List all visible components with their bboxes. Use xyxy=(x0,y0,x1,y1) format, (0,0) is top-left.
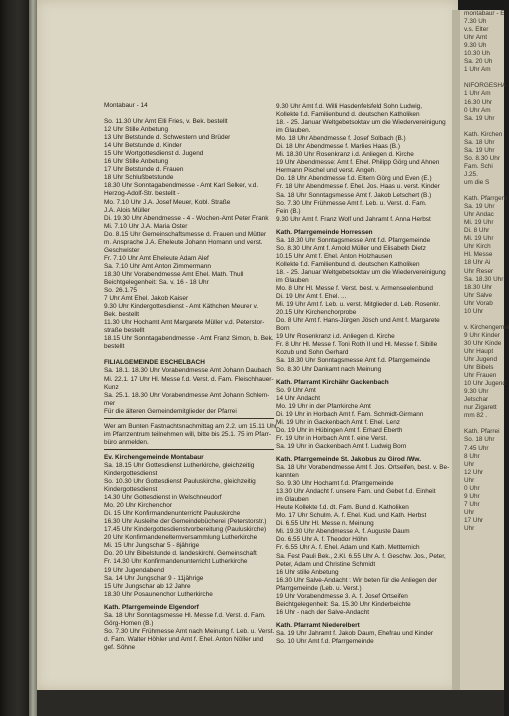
schedule-line: Kozub und Sohn Gerhard xyxy=(276,349,349,357)
schedule-line: Mo. 8 Uhr Hl. Messe f. Verst. best. v. Armenseelenbund xyxy=(276,285,433,293)
adjacent-page-line: 16.30 Uhr xyxy=(464,98,493,106)
adjacent-page-line xyxy=(460,123,504,131)
adjacent-page-line: Uhr Haupt xyxy=(464,347,494,355)
schedule-line: Sa. 19 Uhr in Gackenbach Amt f. Ludwig Born xyxy=(276,442,407,450)
adjacent-page-line: Kath. Pfarrgem xyxy=(464,195,507,203)
notice-line: Wer am Bunten Fastnachtsnachmittag am 2.2. um 15.11 Uhr xyxy=(104,422,277,430)
schedule-line: So. 8.30 Uhr Amt f. Arnold Müller und Elisabeth Dietz xyxy=(276,244,426,252)
schedule-line: Kollekte f.d. Familienbund d. deutschen Katholiken xyxy=(276,260,420,268)
schedule-line: Sa. 18 Uhr Sonntagsmesse Hl. Messe f.d. Verst. d. Fam. xyxy=(104,611,266,619)
schedule-line: Sa. 18.1. 18.30 Uhr Vorabendmesse Amt Johann Daubach xyxy=(104,367,272,375)
schedule-line: Beichtgelegenheit: Sa. v. 16 - 18 Uhr xyxy=(104,278,209,286)
schedule-line: 18.30 Uhr Posaunenchor Lutherkirche xyxy=(104,590,213,598)
schedule-line: 18.30 Uhr Vorabendmesse Amt Ehel. Math. Thull xyxy=(104,270,244,278)
schedule-line: Di. 18 Uhr Abendmesse f. Marlies Haas (B.) xyxy=(276,143,400,151)
ev-heading: Ev. Kirchengemeinde Montabaur xyxy=(104,453,204,461)
schedule-line: Do. 6.55 Uhr A. f. Theodor Höhn xyxy=(276,536,368,544)
schedule-line: Mo. 19 Uhr in der Pfarrkirche Amt xyxy=(276,402,371,410)
schedule-line: Bek. bestellt xyxy=(104,311,140,319)
adjacent-page-line: nur Zigarett xyxy=(464,404,497,412)
adjacent-page-line: um die S xyxy=(464,178,490,186)
schedule-line: 13.30 Uhr Andacht f. unsere Fam. und Gebet f.d. Einheit xyxy=(276,488,436,496)
schedule-line: 19 Uhr Jugendabend xyxy=(104,566,165,574)
schedule-line: Kollekte f.d. Familienbund d. deutschen Katholiken xyxy=(276,111,420,119)
schedule-line: Fr. 7.10 Uhr Amt Eheleute Adam Alef xyxy=(104,254,209,262)
adjacent-page-line: 7.30 Uh xyxy=(464,18,487,26)
schedule-line: Sa. 19 Uhr Jahramt f. Jakob Daum, Ehefrau und Kinder xyxy=(276,629,434,637)
adjacent-page-line xyxy=(460,74,504,82)
elgendorf-heading: Kath. Pfarrgemeinde Elgendorf xyxy=(104,603,199,611)
schedule-line: bestellt xyxy=(104,343,125,351)
schedule-line: Fein (B.) xyxy=(276,207,301,215)
adjacent-page-line: 18.30 Uhr xyxy=(464,283,493,291)
adjacent-page-line: 9.30 Uh xyxy=(464,42,487,50)
schedule-line: Mi. 15 Uhr Jungschar 5 - 8jährige xyxy=(104,542,200,550)
adjacent-page-line: Sa. 18 Uhr xyxy=(464,138,495,146)
schedule-line: So. 8.30 Uhr Dankamt nach Meinung xyxy=(276,365,382,373)
adjacent-page-line: Uhr Salve xyxy=(464,291,493,299)
adjacent-page-line: Fam. Schi xyxy=(464,162,493,170)
adjacent-page-line: Uhr xyxy=(464,508,475,516)
schedule-line: Kindergottesdienst xyxy=(104,469,158,477)
schedule-line: Do. 20 Uhr Bibelstunde d. landeskirchl. Gemeinschaft xyxy=(104,550,257,558)
schedule-line: m. Ansprache J.A. Eheleute Johann Homann und verst. xyxy=(104,238,263,246)
schedule-line: Sa. 18 Uhr Vorabendmesse Amt f. Jos. Ortseifen, best. v. Be- xyxy=(276,464,450,472)
adjacent-page-line: 18 Uhr Ai xyxy=(464,259,491,267)
adjacent-page-line: 1 Uhr Am xyxy=(464,90,491,98)
divider xyxy=(104,449,274,451)
horressen-heading: Kath. Pfarrgemeinde Horressen xyxy=(276,228,373,236)
adjacent-page-line: Di. 8 Uhr xyxy=(464,227,490,235)
schedule-line: So. 26.1.75 xyxy=(104,287,137,295)
adjacent-page-line: Hl. Messe xyxy=(464,251,493,259)
adjacent-page-line: 17 Uhr xyxy=(464,516,484,524)
schedule-line: Di. 15 Uhr Konfirmandenunterricht Pauluskirche xyxy=(104,510,241,518)
adjacent-page-line: Uhr Kirch xyxy=(464,243,491,251)
schedule-line: Fr. 6.55 Uhr A. f. Ehel. Adam und Kath. Mettternich xyxy=(276,544,420,552)
adjacent-page-line: NIFORGESHA xyxy=(464,82,507,90)
adjacent-page-line: So. 8.30 Uhr xyxy=(464,154,500,162)
schedule-line: Sa. 7.10 Uhr Amt Anton Zimmermann xyxy=(104,262,211,270)
schedule-line: Mi. 19 Uhr Amt f. Leb. u. verst. Mitglieder d. Leb. Rosenkr. xyxy=(276,301,441,309)
adjacent-page-line: Uhr xyxy=(464,476,475,484)
adjacent-page-line: v.s. Elter xyxy=(464,26,489,34)
adjacent-page-line: Mi. 19 Uhr xyxy=(464,235,494,243)
schedule-line: im Glauben xyxy=(276,276,309,284)
adjacent-page-line: Mi. 19 Uhr xyxy=(464,219,494,227)
adjacent-page-line: Uhr xyxy=(464,525,475,532)
schedule-line: Sa. 18.30 Uhr Sonntagsmesse Amt f.d. Pfarrgemeinde xyxy=(276,357,431,365)
schedule-line: 19 Uhr Abendmesse: Amt f. Ehel. Philipp Görg und Ahnen xyxy=(276,159,440,167)
scan-bottom-border xyxy=(37,690,504,716)
schedule-line: Geschwister xyxy=(104,246,140,254)
schedule-line: Di. 19 Uhr in Horbach Amt f. Fam. Schmidt-Girmann xyxy=(276,410,424,418)
adjacent-page-line xyxy=(460,420,504,428)
schedule-line: 16.30 Uhr Salve-Andacht : Wir beten für die Anliegen der xyxy=(276,576,437,584)
schedule-line: Hermann Pischel und verst. Angeh. xyxy=(276,167,377,175)
schedule-line: Peter, Adam und Christine Schmidt xyxy=(276,560,376,568)
divider xyxy=(104,418,274,420)
notice-line: im Pfarrzentrum teilnehmen will, bitte bis 25.1. 75 im Pfarr- xyxy=(104,430,272,438)
schedule-line: So. 10 Uhr Amt f.d. Pfarrgemeinde xyxy=(276,638,374,645)
elgendorf-schedule xyxy=(104,612,279,652)
schedule-line: 15 Uhr Jungschar ab 12 Jahre xyxy=(104,582,191,590)
adjacent-page-line: 30 Uhr Kinde xyxy=(464,339,502,347)
adjacent-page-line: Uhr Amt xyxy=(464,34,488,42)
schedule-line: 18. - 25. Januar Weltgebetsoktav um die Wiedervereinigung xyxy=(276,268,446,276)
schedule-line: 18.30 Uhr Sonntagabendmesse - Amt Karl Selker, v.d. xyxy=(104,182,259,190)
kirchaehr-schedule xyxy=(276,387,458,451)
adjacent-page-line: Uhr Frauen xyxy=(464,372,497,380)
stjakobus-schedule xyxy=(276,464,458,617)
schedule-line: Mo. 7.10 Uhr J.A. Josef Meuer, Kobl. Straße xyxy=(104,198,231,206)
adjacent-page-line: v. Kirchengemei xyxy=(464,323,509,331)
adjacent-page-line: mm 82 . xyxy=(464,412,488,420)
adjacent-page-line: 1 Uhr Am xyxy=(464,66,491,74)
schedule-line: Herzog-Adolf-Str. bestellt - xyxy=(104,190,180,198)
schedule-line: 19 Uhr Rosenkranz i.d. Anliegen d. Kirche xyxy=(276,333,395,341)
schedule-line: 15 Uhr Wortgottesdienst d. Jugend xyxy=(104,150,204,158)
adjacent-page-line: Uhr xyxy=(464,460,475,468)
schedule-line: Mo. 17 Uhr Schulm. A. f. Ehel. Kud. und Kath. Herbst xyxy=(276,512,427,520)
adjacent-page-line: So. 18 Uhr xyxy=(464,436,495,444)
schedule-line: Fr. 8 Uhr Hl. Messe f. Toni Roth II und Hl. Messe f. Sibille xyxy=(276,341,438,349)
schedule-line: Di. 19.30 Uhr Abendmesse - 4 - Wochen-Amt Peter Frank xyxy=(104,214,269,222)
schedule-line: Mi. 22.1. 17 Uhr Hl. Messe f.d. Verst. d. Fam. Fleischhauer- xyxy=(104,375,274,383)
schedule-line: Beichtgelegenheit: Sa. 15.30 Uhr Kinderbeichte xyxy=(276,600,411,608)
niederelbert-schedule xyxy=(276,630,458,646)
schedule-line: 14.30 Uhr Gottesdienst in Welschneudorf xyxy=(104,494,222,502)
schedule-line: Sa. 18.15 Uhr Gottesdienst Lutherkirche, gleichzeitig xyxy=(104,461,255,469)
elgendorf-schedule-cont xyxy=(276,103,458,224)
schedule-line: 7 Uhr Amt Ehel. Jakob Kaiser xyxy=(104,295,189,303)
schedule-line: mer xyxy=(104,399,116,407)
adjacent-page-line: Sa. 20 Uh xyxy=(464,58,493,66)
schedule-line: Fr. 18 Uhr Abendmesse f. Ehel. Jos. Haas u. verst. Kinder xyxy=(276,183,440,191)
schedule-line: 11.30 Uhr Hochamt Amt Margarete Müller v.d. Peterstor- xyxy=(104,319,265,327)
schedule-line: Kindergottesdienst xyxy=(104,486,158,494)
adjacent-page-line: Uhr Jugend xyxy=(464,356,498,364)
adjacent-page-line: 9 Uhr Kinder xyxy=(464,331,500,339)
adjacent-page-line: 8 Uhr xyxy=(464,452,480,460)
horressen-schedule xyxy=(276,237,458,374)
schedule-line: Sa. 18 Uhr Sonntagsmesse Amt f. Jakob Letschert (B.) xyxy=(276,191,432,199)
schedule-line: 16 Uhr stille Anbetung xyxy=(276,568,339,576)
adjacent-page-line: 9.30 Uhr xyxy=(464,388,489,396)
adjacent-page-line: Sa. 19 Uhr xyxy=(464,203,495,211)
schedule-line: J.A. Alois Müller xyxy=(104,206,150,214)
adjacent-page-line: J.25. xyxy=(464,170,478,178)
schedule-line: Mi. 19 Uhr in Gackenbach Amt f. Ehel. Lenz xyxy=(276,418,400,426)
schedule-line: Görg-Homen (B.) xyxy=(104,619,154,627)
schedule-line: Do. 8.15 Uhr Gemeinschaftsmesse d. Frauen und Mütter xyxy=(104,230,267,238)
schedule-line: Do. 19 Uhr in Hübingen Amt f. Erhard Eberth xyxy=(276,426,403,434)
adjacent-page-line: 10.30 Uh xyxy=(464,50,490,58)
schedule-line: 9.30 Uhr Kindergottesdienst - Amt Käthchen Meurer v. xyxy=(104,303,259,311)
schedule-line: 17 Uhr Betstunde d. Frauen xyxy=(104,166,184,174)
schedule-line: Pfarrgemeinde (Leb. u. Verst.) xyxy=(276,584,362,592)
schedule-line: Kunz xyxy=(104,383,119,391)
adjacent-page-line: 0 Uhr xyxy=(464,484,480,492)
schedule-line: 14 Uhr Andacht xyxy=(276,394,321,402)
schedule-line: Sa. 18.30 Uhr Sonntagsmesse Amt f.d. Pfarrgemeinde xyxy=(276,236,431,244)
schedule-line: Sa. Fest Pauli Bek., 2.Kl. 6.55 Uhr A. f. Geschw. Jos., Peter, xyxy=(276,552,446,560)
schedule-line: So. 10.30 Uhr Gottesdienst Pauluskirche, gleichzeitig xyxy=(104,478,256,486)
schedule-line: Mi. 7.10 Uhr J.A. Maria Oster xyxy=(104,222,188,230)
schedule-line: Fr. 19 Uhr in Horbach Amt f. eine Verst. xyxy=(276,434,388,442)
schedule-line: Mi. 19.30 Uhr Abendmesse A. f. Auguste Daum xyxy=(276,528,410,536)
schedule-line: 18 Uhr Schlußbetstunde xyxy=(104,174,174,182)
adjacent-page-line: Uhr Reser xyxy=(464,267,494,275)
adjacent-page-line: 9 Uhr xyxy=(464,492,480,500)
schedule-line: So. 7.30 Uhr Frühmesse Amt f. Leb. u. Verst. d. Fam. xyxy=(276,199,427,207)
schedule-line: Di. 6.55 Uhr Hl. Messe n. Meinung xyxy=(276,520,374,528)
right-column xyxy=(276,103,458,683)
adjacent-page-line: 10 Uhr xyxy=(464,307,484,315)
adjacent-page-line: Sa. 19 Uhr xyxy=(464,114,495,122)
stjakobus-heading: Kath. Pfarrgemeinde St. Jakobus zu Girod /Ww. xyxy=(276,455,421,463)
kirchaehr-heading: Kath. Pfarramt Kirchähr Gackenbach xyxy=(276,378,389,386)
ev-schedule xyxy=(104,462,279,599)
adjacent-page-line: Uhr Bibels xyxy=(464,364,494,372)
schedule-line: 18.15 Uhr Sonntagabendmesse - Amt Franz Simon, b. Bek. xyxy=(104,335,274,343)
filial-heading: FILIALGEMEINDE ESCHELBACH xyxy=(104,359,205,367)
adjacent-page-line: Jetschar xyxy=(464,396,489,404)
schedule-line: 9.30 Uhr Amt f. Franz Wolf und Jahramt f. Anna Herbst xyxy=(276,215,431,223)
schedule-line: Heute Kollekte f.d. dt. Fam. Bund d. Katholiken xyxy=(276,504,409,512)
adjacent-page-line: 10 Uhr Jugend xyxy=(464,380,506,388)
schedule-line: Sa. 14 Uhr Jungschar 9 - 11jährige xyxy=(104,574,204,582)
adjacent-page-fragment xyxy=(460,10,509,700)
schedule-line: 12 Uhr Stille Anbetung xyxy=(104,126,169,134)
schedule-line: 20 Uhr Konfirmandenelternversammlung Lutherkirche xyxy=(104,534,258,542)
adjacent-page-line: Uhr Andac xyxy=(464,211,494,219)
left-column xyxy=(104,102,279,684)
fastnacht-notice xyxy=(104,423,279,447)
schedule-line: Fr. 14.30 Uhr Konfirmandenunterricht Lutherkirche xyxy=(104,558,248,566)
schedule-line: Di. 19 Uhr Amt f. Ehel. ... xyxy=(276,293,347,301)
schedule-line: 19 Uhr Vorabendmesse 3. A. f. Josef Ortseifen xyxy=(276,592,408,600)
adjacent-page-line: 12 Uhr xyxy=(464,468,484,476)
schedule-line: Mo. 18 Uhr Abendmesse f. Josef Solbach (B.) xyxy=(276,135,406,143)
adjacent-page-line: Kath. Pfarrei xyxy=(464,428,500,436)
schedule-line: Mi. 18.30 Uhr Rosenkranz i.d. Anliegen d. Kirche xyxy=(276,151,414,159)
schedule-line: im Glauben xyxy=(276,496,309,504)
book-binding xyxy=(29,0,37,716)
schedule-line: 10.15 Uhr Amt f. Ehel. Anton Holzhausen xyxy=(276,252,393,260)
schedule-line: So. 7.30 Uhr Frühmesse Amt nach Meinung f. Leb. u. Verst. xyxy=(104,627,275,635)
adjacent-page-line: 0 Uhr Am xyxy=(464,106,491,114)
schedule-line: 18. - 25. Januar Weltgebetsoktav um die Wiedervereinigung xyxy=(276,119,446,127)
schedule-line: kannten xyxy=(276,472,299,480)
schedule-line: 13 Uhr Betstunde d. Schwestern und Brüder xyxy=(104,134,231,142)
schedule-line: im Glauben. xyxy=(276,127,311,135)
schedule-line: straße bestellt xyxy=(104,327,145,335)
schedule-line: 16 Uhr Stille Anbetung xyxy=(104,158,169,166)
adjacent-page-line xyxy=(460,316,504,324)
schedule-line: So. 9.30 Uhr Hochamt f.d. Pfarrgemeinde xyxy=(276,480,394,488)
adjacent-page-line: Sa. 18.30 Uhr xyxy=(464,275,504,283)
schedule-line: 17.45 Uhr Kindergottesdienstvorbereitung (Pauluskirche) xyxy=(104,526,267,534)
adjacent-page-line: Sa. 19 Uhr xyxy=(464,146,495,154)
schedule-line: Do. 18 Uhr Abendmesse f.d. Eltern Görg und Even (E.) xyxy=(276,175,432,183)
adjacent-page-line: 7.45 Uhr xyxy=(464,444,489,452)
schedule-line: 14 Uhr Betstunde d. Kinder xyxy=(104,142,182,150)
adjacent-page-line: 7 Uhr xyxy=(464,500,480,508)
schedule-line: Do. 8 Uhr Amt f. Hans-Jürgen Jösch und Amt f. Margarete xyxy=(276,317,440,325)
filial-schedule xyxy=(104,367,279,415)
schedule-line: 16 Uhr - nach der Salve-Andacht xyxy=(276,608,370,616)
adjacent-page-line: montabaur - E xyxy=(464,10,505,17)
schedule-line: Born xyxy=(276,325,290,333)
schedule-line: gef. Söhne xyxy=(104,643,136,651)
niederelbert-heading: Kath. Pfarramt Niederelbert xyxy=(276,621,360,629)
schedule-line: Mo. 20 Uhr Kirchenchor xyxy=(104,502,172,510)
schedule-line: 20.15 Uhr Kirchenchorprobe xyxy=(276,309,357,317)
schedule-line: d. Fam. Walter Höhler und Amt f. Ehel. Anton Nöller und xyxy=(104,635,264,643)
schedule-line: Für die älteren Gemeindemitglieder der Pfarrei xyxy=(104,407,237,415)
schedule-line: Sa. 25.1. 18.30 Uhr Vorabendmesse Amt Johann Schlem- xyxy=(104,391,270,399)
schedule-line: So. 9 Uhr Amt xyxy=(276,386,316,394)
schedule-line: 9.30 Uhr Amt f.d. Willi Hasdenfelsfeld Sohn Ludwig, xyxy=(276,103,422,110)
schedule-line: 16.30 Uhr Ausleihe der Gemeindebücherei (Peterstorstr.) xyxy=(104,518,267,526)
schedule-line: So. 11.30 Uhr Amt Elli Fries, v. Bek. bestellt xyxy=(104,118,228,126)
adjacent-page-line xyxy=(460,187,504,195)
adjacent-page-line: Kath. Kirchen xyxy=(464,130,503,138)
montabaur-schedule xyxy=(104,118,279,351)
notice-line: büro anmelden. xyxy=(104,438,149,446)
adjacent-page-line: Uhr Vorab xyxy=(464,299,493,307)
page-header: Montabaur - 14 xyxy=(104,102,148,109)
